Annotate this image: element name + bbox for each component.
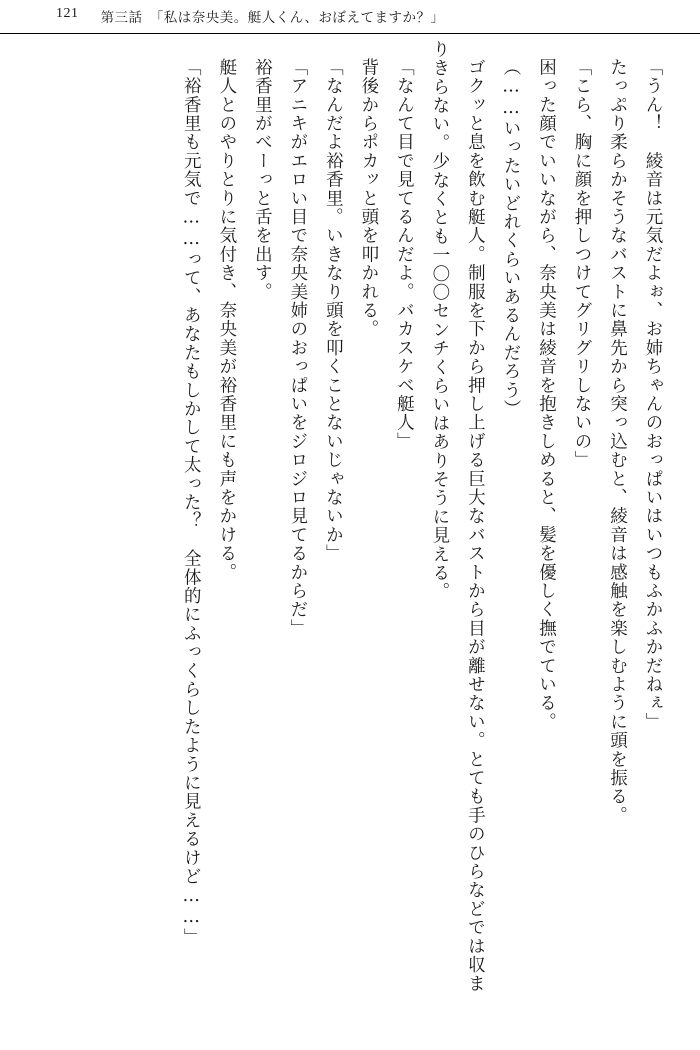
paragraph: 「裕香里も元気で……って、あなたもしかして太った？ 全体的にふっくらしたように見えるけど……」 [181, 57, 202, 947]
chapter-title: 第三話 「私は奈央美。艇人くん、おぼえてますか？」 [100, 10, 445, 26]
paragraph: 「うん！ 綾音は元気だよぉ、お姉ちゃんのおっぱいはいつもふかふかだねぇ」 [643, 57, 663, 731]
paragraph: 裕香里がべーっと舌を出す。 [252, 57, 273, 301]
paragraph: 艇人とのやりとりに気付き、奈央美が裕香里にも声をかける。 [216, 57, 237, 582]
paragraph: 「こら、胸に顔を押しつけてグリグリしないの」 [571, 57, 592, 469]
paragraph: ゴクッと息を飲む艇人。制服を下から押し上げる巨大なバストから目が離せない。とても手のひらなどでは収まりきらない。少なくとも一〇〇センチくらいはありそうに見える。 [429, 40, 486, 993]
paragraph: 「なんだよ裕香里。いきなり頭を叩くことないじゃないか」 [323, 57, 344, 563]
page-header [0, 0, 700, 34]
paragraph: 困った顔でいいながら、奈央美は綾音を抱きしめると、髪を優しく撫でている。 [536, 57, 557, 731]
body-text-area [30, 40, 670, 1030]
vertical-text-block [30, 40, 670, 1000]
paragraph: （……いったいどれくらいあるんだろう） [500, 57, 521, 418]
paragraph: 「なんて目で見てるんだよ。バカスケベ艇人」 [394, 57, 415, 451]
page-number: 121 [56, 6, 79, 21]
paragraph: 「アニキがエロい目で奈央美姉のおっぱいをジロジロ見てるからだ」 [287, 57, 308, 638]
paragraph: たっぷり柔らかそうなバストに鼻先から突っ込むと、綾音は感触を楽しむように頭を振る。 [607, 57, 628, 825]
paragraph: 背後からポカッと頭を叩かれる。 [358, 57, 379, 338]
